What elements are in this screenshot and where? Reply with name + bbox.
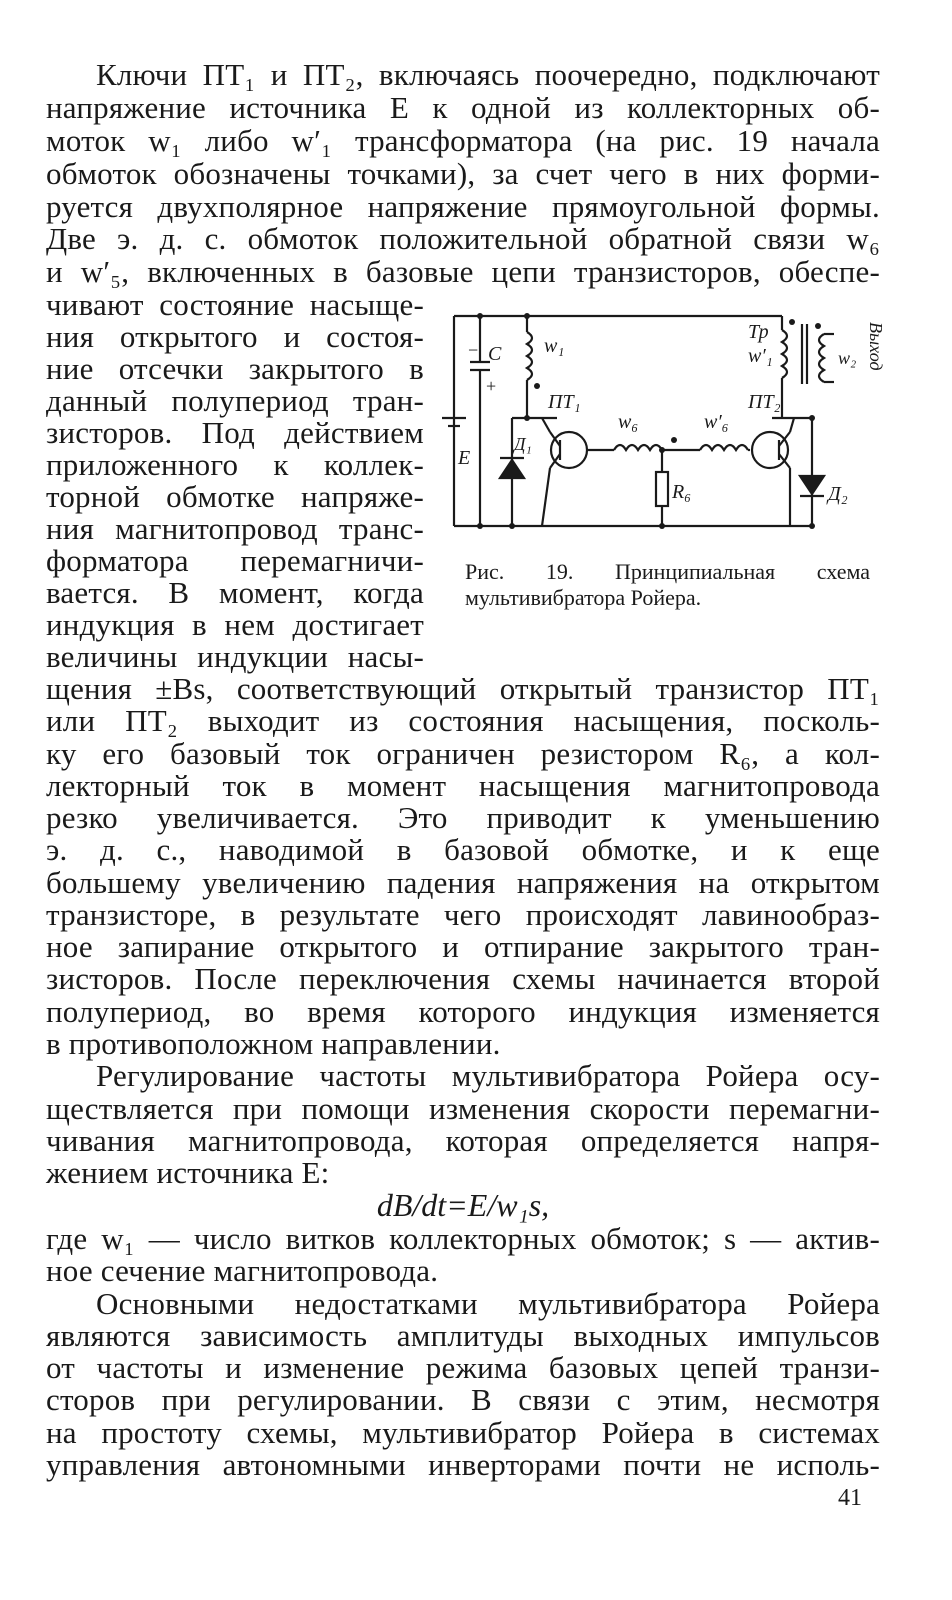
text-line: зисторов. Под действием [46, 415, 424, 450]
text-line: лекторный ток в момент насыщения магнитопровода [46, 768, 880, 803]
text-line: ние отсечки закрытого в [46, 351, 424, 386]
text-line: полупериод, во время которого индукция изменяется [46, 994, 880, 1029]
text-line: управления автономными инверторами почти не исполь- [46, 1447, 880, 1482]
text-line: индукция в нем достигает [46, 607, 424, 642]
text-line: величины индукции насы- [46, 639, 424, 674]
text-line: торной обмотке напряже- [46, 479, 424, 514]
text-line: сторов при регулировании. В связи с этим, несмотря [46, 1382, 880, 1417]
label-output: Выход [866, 322, 886, 371]
text-line: ния открытого и состоя- [46, 319, 424, 354]
text-line: щения ±Bs, соответствующий открытый транзистор ПТ₁ [46, 671, 880, 706]
text-line: зисторов. После переключения схемы начинается второй [46, 961, 880, 996]
text-line: или ПТ₂ выходит из состояния насыщения, посколь- [46, 703, 880, 738]
label-w6p: w′₆ [704, 411, 729, 433]
label-w1: w₁ [544, 335, 565, 357]
text-line: где w₁ — число витков коллекторных обмоток; s — актив- [46, 1221, 880, 1256]
text-line: большему увеличению падения напряжения на открытом [46, 865, 880, 900]
text-line: Основными недостатками мультивибратора Ройера [96, 1286, 880, 1321]
text-line: чивания магнитопровода, которая определяется напря- [46, 1123, 880, 1158]
text-line: ния магнитопровод транс- [46, 511, 424, 546]
label-pt2: ПТ₂ [748, 391, 781, 413]
text-line: обмоток обозначены точками), за счет чего в них форми- [46, 156, 880, 191]
text-line: на простоту схемы, мультивибратор Ройера в системах [46, 1415, 880, 1450]
label-pt1: ПТ₁ [548, 391, 581, 413]
label-d1: Д₁ [514, 434, 532, 454]
text-line: Ключи ПТ₁ и ПТ₂, включаясь поочередно, подключают [96, 57, 880, 92]
text-line: жением источника E: [46, 1155, 330, 1190]
label-w1p: w′₁ [748, 345, 773, 367]
text-line: Две э. д. с. обмоток положительной обратной связи w₆ [46, 221, 880, 256]
text-line: Регулирование частоты мультивибратора Ройера осу- [96, 1058, 880, 1093]
label-plus: + [486, 376, 497, 396]
text-line: ществляется при помощи изменения скорости перемагни- [46, 1091, 880, 1126]
label-c: C [488, 343, 502, 365]
label-d2: Д₂ [828, 483, 848, 505]
text-line: руется двухполярное напряжение прямоугольной формы. [46, 189, 880, 224]
text-line: и w′₅, включенных в базовые цепи транзисторов, обеспе- [46, 254, 880, 289]
text-line: моток w₁ либо w′₁ трансформатора (на рис. 19 начала [46, 123, 880, 158]
figure-caption: мультивибратора Ройера. [465, 585, 702, 610]
text-line: в противоположном направлении. [46, 1026, 501, 1061]
formula: dB/dt=E/w₁s, [376, 1187, 550, 1223]
label-e: E [458, 447, 471, 469]
text-line: ное сечение магнитопровода. [46, 1253, 439, 1288]
text-line: ку его базовый ток ограничен резистором R₆, а кол- [46, 736, 880, 771]
label-w2: w₂ [838, 348, 857, 368]
text-line: являются зависимость амплитуды выходных импульсов [46, 1318, 880, 1353]
text-line: вается. В момент, когда [46, 575, 424, 610]
page-number: 41 [838, 1485, 862, 1511]
text-line: форматора перемагничи- [46, 543, 424, 578]
text-line: приложенного к коллек- [46, 447, 424, 482]
royer-multivibrator-schematic [432, 300, 892, 550]
label-tr: Тр [748, 321, 769, 343]
text-line: транзисторе, в результате чего происходят лавинообраз- [46, 897, 880, 932]
text-line: резко увеличивается. Это приводит к уменьшению [46, 800, 880, 835]
label-w6: w₆ [618, 411, 639, 433]
text-line: данный полупериод тран- [46, 383, 424, 418]
text-line: напряжение источника E к одной из коллекторных об- [46, 90, 880, 125]
text-line: э. д. с., наводимой в базовой обмотке, и к еще [46, 832, 880, 867]
label-minus: − [468, 340, 479, 360]
figure-caption: Рис. 19. Принципиальная схема [465, 559, 870, 584]
label-r6: R₆ [672, 481, 692, 503]
text-line: от частоты и изменение режима базовых цепей транзи- [46, 1350, 880, 1385]
text-line: ное запирание открытого и отпирание закрытого тран- [46, 929, 880, 964]
text-line: чивают состояние насыще- [46, 287, 424, 322]
